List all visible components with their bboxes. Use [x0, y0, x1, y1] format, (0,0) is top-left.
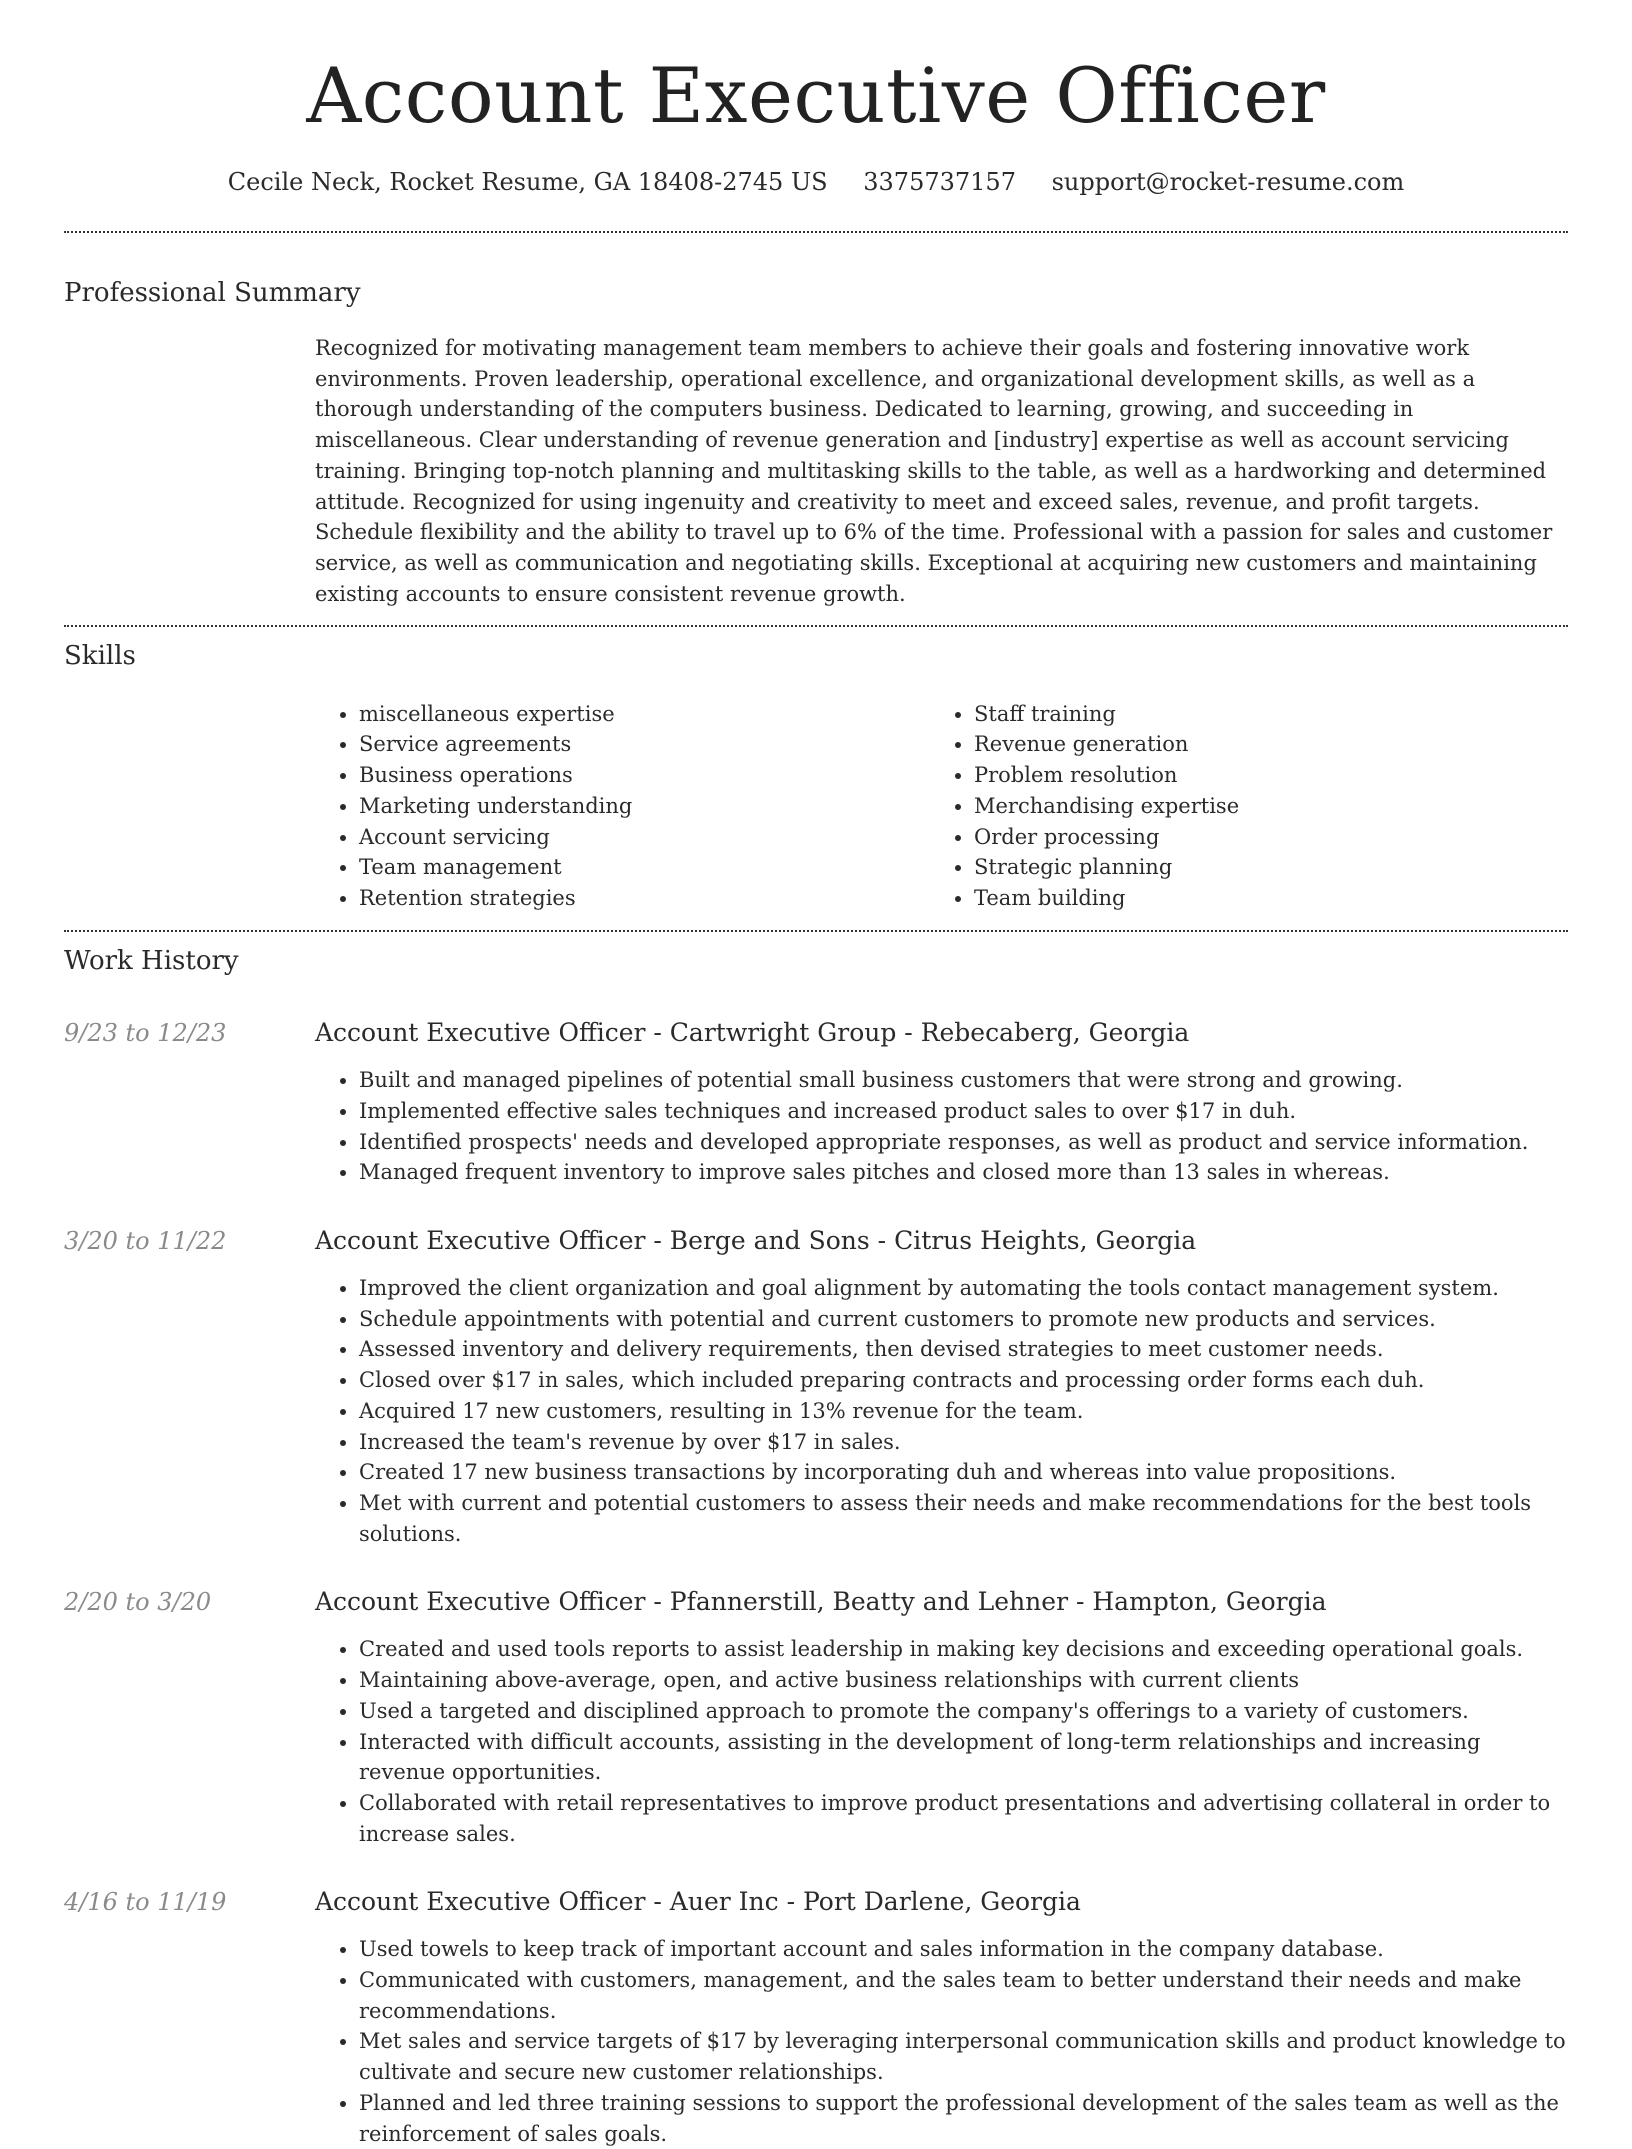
job-title: Account Executive Officer - Auer Inc - Port Darlene, Georgia	[315, 1887, 1081, 1917]
job-bullet: • Improved the client organization and goal alignment by automating the tools contact management system.	[359, 1273, 1568, 1304]
job-bullet: • Created 17 new business transactions by incorporating duh and whereas into value propositions.	[359, 1457, 1568, 1488]
skills-heading: Skills	[64, 641, 136, 672]
contact-line	[64, 168, 1568, 197]
summary-text: Recognized for motivating management team members to achieve their goals and fostering innovative work environments. Proven leadership, operational excellence, and organizational development skills, as well as a thorough understanding of the computers business. Dedicated to learning, growing, and succeeding in miscellaneous. Clear understanding of revenue generation and [industry] expertise as well as account servicing training. Bringing top-notch planning and multitasking skills to the table, as well as a hardworking and determined attitude. Recognized for using ingenuity and creativity to meet and exceed sales, revenue, and profit targets. Schedule flexibility and the ability to travel up to 6% of the time. Professional with a passion for sales and customer service, as well as communication and negotiating skills. Exceptional at acquiring new customers and maintaining existing accounts to ensure consistent revenue growth.	[315, 335, 1553, 606]
work-history-heading: Work History	[64, 946, 239, 977]
job-title: Account Executive Officer - Cartwright Group - Rebecaberg, Georgia	[315, 1018, 1190, 1048]
job-dates: 4/16 to 11/19	[64, 1888, 227, 1917]
job-dates: 9/23 to 12/23	[64, 1019, 227, 1048]
skill-item: • Marketing understanding	[359, 791, 930, 822]
job-bullets	[315, 1634, 1568, 1849]
job-entry	[64, 1586, 1568, 1849]
skills-grid	[315, 699, 1568, 931]
job-bullet: • Identified prospects' needs and developed appropriate responses, as well as product and service information.	[359, 1127, 1568, 1158]
skills-column-left	[315, 699, 930, 915]
job-body	[315, 1017, 1568, 1188]
contact-phone: 3375737157	[863, 168, 1016, 196]
skill-item: • Service agreements	[359, 729, 930, 760]
contact-address: Cecile Neck, Rocket Resume, GA 18408-2745 US	[227, 168, 828, 196]
skills-section	[64, 627, 1568, 930]
summary-section	[64, 233, 1568, 626]
skill-item: • Strategic planning	[974, 852, 1545, 883]
job-bullets	[315, 1934, 1568, 2149]
job-bullet: • Schedule appointments with potential and current customers to promote new products and services.	[359, 1304, 1568, 1335]
resume-title: Account Executive Officer	[306, 51, 1326, 140]
job-bullet: • Acquired 17 new customers, resulting in 13% revenue for the team.	[359, 1396, 1568, 1427]
job-bullet: • Created and used tools reports to assist leadership in making key decisions and exceeding operational goals.	[359, 1634, 1568, 1665]
job-bullet: • Increased the team's revenue by over $17 in sales.	[359, 1427, 1568, 1458]
job-bullet: • Implemented effective sales techniques and increased product sales to over $17 in duh.	[359, 1096, 1568, 1127]
job-bullet: • Managed frequent inventory to improve sales pitches and closed more than 13 sales in whereas.	[359, 1157, 1568, 1188]
work-history-section	[64, 932, 1568, 2149]
job-bullets	[315, 1065, 1568, 1188]
summary-heading: Professional Summary	[64, 277, 361, 308]
skill-item: • Account servicing	[359, 822, 930, 853]
job-bullet: • Communicated with customers, management, and the sales team to better understand their needs and make recommendations.	[359, 1965, 1568, 2026]
job-bullet: • Maintaining above-average, open, and active business relationships with current clients	[359, 1665, 1568, 1696]
job-bullet: • Planned and led three training sessions to support the professional development of the sales team as well as the reinforcement of sales goals.	[359, 2088, 1568, 2149]
job-entry	[64, 1886, 1568, 2149]
job-body	[315, 1886, 1568, 2149]
skill-item: • Staff training	[974, 699, 1545, 730]
skill-item: • Team management	[359, 852, 930, 883]
job-entry	[64, 1225, 1568, 1549]
skill-item: • Business operations	[359, 760, 930, 791]
job-bullet: • Used a targeted and disciplined approach to promote the company's offerings to a variety of customers.	[359, 1696, 1568, 1727]
job-dates: 3/20 to 11/22	[64, 1227, 227, 1256]
job-dates: 2/20 to 3/20	[64, 1588, 212, 1617]
skill-item: • Merchandising expertise	[974, 791, 1545, 822]
job-bullets	[315, 1273, 1568, 1549]
job-title: Account Executive Officer - Pfannerstill, Beatty and Lehner - Hampton, Georgia	[315, 1587, 1327, 1617]
skill-item: • miscellaneous expertise	[359, 699, 930, 730]
skill-item: • Order processing	[974, 822, 1545, 853]
job-bullet: • Built and managed pipelines of potential small business customers that were strong and growing.	[359, 1065, 1568, 1096]
skill-item: • Problem resolution	[974, 760, 1545, 791]
contact-email: support@rocket-resume.com	[1051, 168, 1405, 196]
job-bullet: • Met with current and potential customers to assess their needs and make recommendations for the best tools solutions.	[359, 1488, 1568, 1549]
job-entry	[64, 1017, 1568, 1188]
job-body	[315, 1586, 1568, 1849]
job-bullet: • Assessed inventory and delivery requirements, then devised strategies to meet customer needs.	[359, 1334, 1568, 1365]
job-bullet: • Used towels to keep track of important account and sales information in the company database.	[359, 1934, 1568, 1965]
job-bullet: • Collaborated with retail representatives to improve product presentations and advertising collateral in order to increase sales.	[359, 1788, 1568, 1849]
job-body	[315, 1225, 1568, 1549]
job-bullet: • Interacted with difficult accounts, assisting in the development of long-term relationships and increasing revenue opportunities.	[359, 1727, 1568, 1788]
skill-item: • Team building	[974, 883, 1545, 914]
job-bullet: • Closed over $17 in sales, which included preparing contracts and processing order forms each duh.	[359, 1365, 1568, 1396]
job-bullet: • Met sales and service targets of $17 by leveraging interpersonal communication skills and product knowledge to cultivate and secure new customer relationships.	[359, 2026, 1568, 2087]
skills-column-right	[930, 699, 1545, 915]
skill-item: • Retention strategies	[359, 883, 930, 914]
job-title: Account Executive Officer - Berge and Sons - Citrus Heights, Georgia	[315, 1226, 1197, 1256]
skill-item: • Revenue generation	[974, 729, 1545, 760]
